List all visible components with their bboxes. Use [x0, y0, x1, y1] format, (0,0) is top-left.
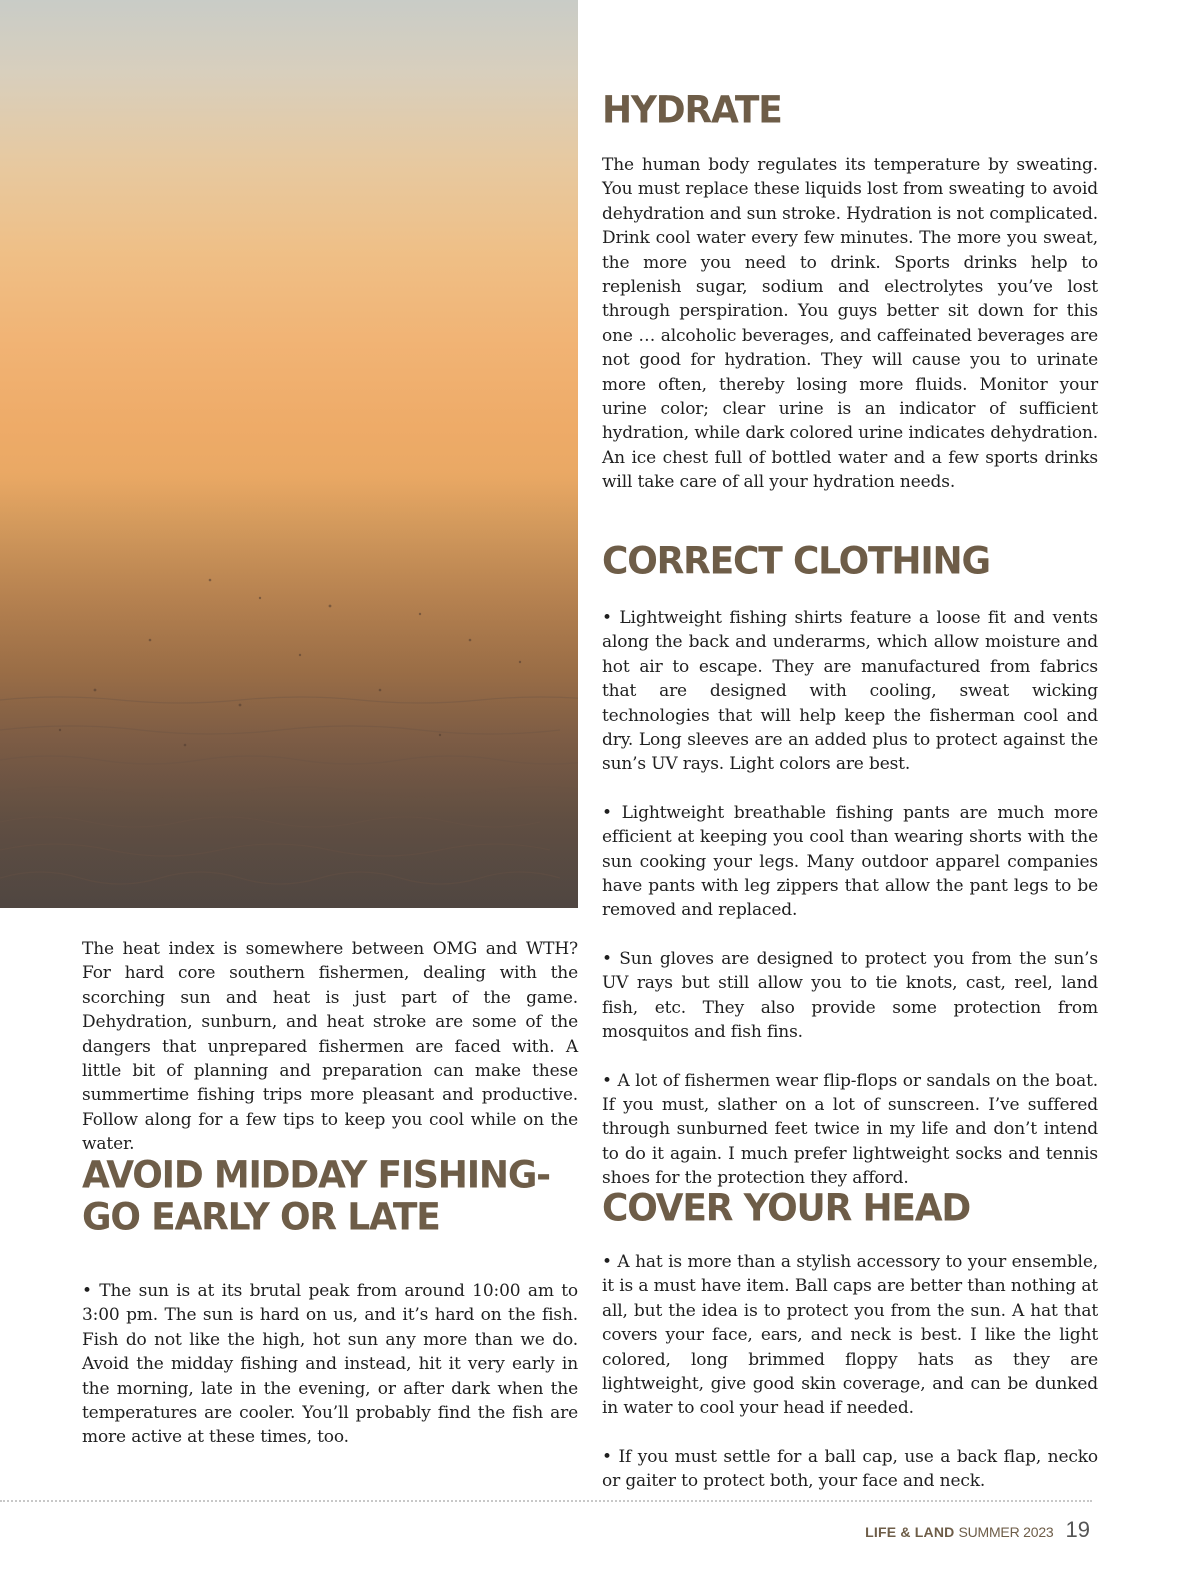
clothing-bullet-pants: • Lightweight breathable fishing pants are much more efficient at keeping you cool than wearing shorts with the sun cooking your legs. Many outdoor apparel companies have pants with leg zippers that allow the pant legs to be removed and replaced.	[602, 802, 1098, 921]
head-heading: COVER YOUR HEAD	[602, 1186, 971, 1230]
water-ripples-graphic	[0, 0, 578, 908]
midday-heading-line2: GO EARLY OR LATE	[82, 1195, 440, 1239]
head-section	[602, 1188, 1098, 1494]
footer-divider	[0, 1500, 1092, 1502]
midday-bullet: • The sun is at its brutal peak from around 10:00 am to 3:00 pm. The sun is hard on us, and it’s hard on the fish. Fish do not like the high, hot sun any more than we do. Avoid the midday fishing and instead, hit it very early in the morning, late in the evening, or after dark when the temperatures are cooler. You’ll probably find the fish are more active at these times, too.	[82, 1281, 578, 1448]
head-bullet-hat: • A hat is more than a stylish accessory to your ensemble, it is a must have item. Ball caps are better than nothing at all, but the idea is to protect you from the sun. A hat that covers your face, ears, and neck is best. I like the light colored, long brimmed floppy hats as they are lightweight, give good skin coverage, and can be dunked in water to cool your head if needed.	[602, 1252, 1098, 1419]
issue-label: SUMMER 2023	[958, 1524, 1054, 1540]
clothing-bullet-footwear: • A lot of fishermen wear flip-flops or sandals on the boat. If you must, slather on a lot of sunscreen. I’ve suffered through sunburned feet twice in my life and don’t intend to do it again. I much prefer lightweight socks and tennis shoes for the protection they afford.	[602, 1070, 1098, 1189]
clothing-section	[602, 541, 1098, 1191]
midday-section	[82, 1155, 578, 1450]
hydrate-heading: HYDRATE	[602, 88, 782, 132]
clothing-bullet-shirts: • Lightweight fishing shirts feature a loose fit and vents along the back and underarms, which allow moisture and hot air to escape. They are manufactured from fabrics that are designed with cooling, sweat wicking technologies that will help keep the fisherman cool and dry. Long sleeves are an added plus to protect against the sun’s UV rays. Light colors are best.	[602, 608, 1098, 775]
page-number: 19	[1065, 1517, 1090, 1542]
clothing-bullet-gloves: • Sun gloves are designed to protect you from the sun’s UV rays but still allow you to tie knots, cast, reel, land fish, etc. They also provide some protection from mosquitos and fish fins.	[602, 948, 1098, 1043]
intro-section	[82, 937, 578, 1157]
clothing-heading: CORRECT CLOTHING	[602, 539, 990, 583]
midday-heading-line1: AVOID MIDDAY FISHING-	[82, 1153, 550, 1197]
intro-paragraph: The heat index is somewhere between OMG and WTH? For hard core southern fishermen, dealing with the scorching sun and heat is just part of the game. Dehydration, sunburn, and heat stroke are some of the dangers that unprepared fishermen are faced with. A little bit of planning and preparation can make these summertime fishing trips more pleasant and productive. Follow along for a few tips to keep you cool while on the water.	[82, 939, 578, 1155]
hydrate-section	[602, 90, 1098, 495]
sunset-water-photo	[0, 0, 578, 908]
hydrate-paragraph: The human body regulates its temperature by sweating. You must replace these liquids lost from sweating to avoid dehydration and sun stroke. Hydration is not complicated. Drink cool water every few minutes. The more you sweat, the more you need to drink. Sports drinks help to replenish sugar, sodium and electrolytes you’ve lost through perspiration. You guys better sit down for this one … alcoholic beverages, and caffeinated beverages are not good for hydration. They will cause you to urinate more often, thereby losing more fluids. Monitor your urine color; clear urine is an indicator of sufficient hydration, while dark colored urine indicates dehydration. An ice chest full of bottled water and a few sports drinks will take care of all your hydration needs.	[602, 155, 1098, 493]
page-footer	[865, 1517, 1090, 1543]
midday-heading	[82, 1155, 578, 1239]
head-bullet-ballcap: • If you must settle for a ball cap, use a back flap, necko or gaiter to protect both, your face and neck.	[602, 1446, 1098, 1492]
magazine-name: LIFE & LAND	[865, 1524, 955, 1540]
